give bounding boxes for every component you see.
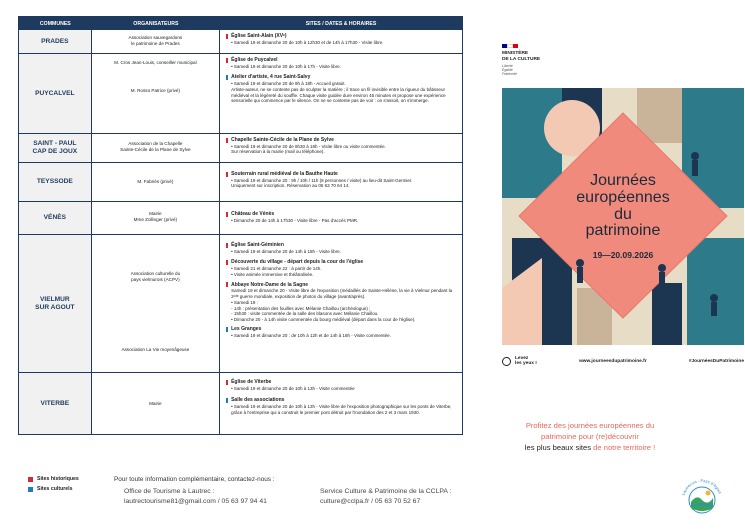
site-entry	[226, 74, 458, 104]
cclpa-contact-block	[320, 487, 451, 507]
promo-highlight: les plus beaux sites	[524, 443, 592, 452]
site-title: Salle des associations	[231, 397, 285, 404]
site-desc: • Samedi 19 et dimanche 20 de 14h à 18h - Visite libre.	[231, 248, 341, 254]
site-title: Église de Viterbe	[231, 379, 272, 385]
organiser-cell	[92, 30, 220, 53]
site-entry	[226, 137, 458, 155]
commune-name: VIELMUR SUR AGOUT	[19, 235, 92, 372]
site-title: Église de Puycalvel	[231, 57, 278, 63]
historique-marker	[226, 138, 228, 143]
marianne-flag-icon	[502, 44, 518, 48]
organiser: Association sauvegardons le patrimoine de Prades	[128, 35, 183, 46]
cclpa-contact[interactable]: culture@cclpa.fr / 05 63 70 52 67	[320, 497, 421, 505]
jep-hashtag: #JournéesDuPatrimoine	[688, 358, 744, 364]
site-entry	[226, 242, 458, 254]
poster-title-2: européennes	[576, 188, 670, 206]
organiser-cell	[92, 134, 220, 162]
ministry-devise: Liberté Égalité Fraternité	[502, 63, 517, 76]
header-communes: COMMUNES	[39, 20, 71, 27]
site-title: Souterrain rural médiéval de la Bauthe Haute	[231, 171, 338, 177]
organiser: M. Cros Jean-Louis, conseiller municipal	[114, 60, 197, 65]
site-title: Les Granges	[231, 326, 262, 333]
table-row	[19, 201, 462, 234]
legend-culturels: Sites culturels	[37, 486, 73, 492]
site-title: Chapelle Sainte-Cécile de la Plane de Sylve	[231, 137, 334, 143]
organiser: Mairie Mme Zollinger (privé)	[133, 211, 178, 222]
historique-marker	[226, 58, 228, 63]
commune-name: SAINT - PAUL CAP DE JOUX	[19, 134, 92, 162]
organiser-cell	[92, 202, 220, 234]
table-row	[19, 234, 462, 372]
community-logo-icon	[677, 474, 727, 524]
levez-block	[502, 356, 537, 367]
site-desc: • Samedi 21 et dimanche 22 : à partir de 14h. • Visite animée immersive et théâtralisée.	[231, 265, 322, 277]
historique-marker	[226, 212, 228, 217]
site-desc: • Samedi 19 et dimanche 20 de 9h à 18h - Accueil gratuit. Artiste-auteur, ne se contente pas de sculpter la matière ; il trace un fil invisible entre la rigueur du bâtisseur médiéval et la légèreté du souffle. Chaque visite guidée dure environ 45 minutes et propose une expérience sensorielle qui commence par le silence. On ne se contente pas de voir : on s'assoit, on s'immerge.	[231, 80, 446, 104]
site-desc: • Samedi 19 et dimanche 20 de 10h à 13h - Visite commentée	[231, 385, 355, 391]
site-entry	[226, 259, 458, 277]
site-desc: • Samedi 19 et dimanche 20 de 9h30 à 18h - Visite libre ou visite commentée. Sur réservation à la mairie (mail ou téléphone).	[231, 143, 386, 155]
table-row	[19, 29, 462, 53]
historique-marker	[226, 172, 228, 177]
contact-heading: Pour toute information complémentaire, contactez-nous :	[114, 476, 275, 483]
commune-name: TEYSSODE	[19, 163, 92, 201]
organiser-cell	[92, 54, 220, 133]
program-table	[18, 16, 463, 435]
poster-dates: 19—20.09.2026	[592, 250, 654, 260]
site-desc: • Samedi 19 et dimanche 20 : de 10h à 12h et de 14h à 18h - Visite commentée.	[231, 332, 391, 338]
site-entry	[226, 397, 458, 415]
site-entry	[226, 171, 458, 189]
site-entry	[226, 57, 458, 69]
site-desc: • Dimanche 20 de 14h à 17h30 - Visite libre - Pas d'accès PMR.	[231, 217, 359, 223]
site-desc: • Samedi 19 et dimanche 20 de 10h à 17h - Visite libre.	[231, 63, 341, 69]
cclpa-name: Service Culture & Patrimoine de la CCLPA :	[320, 488, 452, 495]
legend-historiques: Sites historiques	[37, 476, 79, 482]
commune-name: PUYCALVEL	[19, 54, 92, 133]
historique-marker	[226, 282, 228, 287]
table-row	[19, 53, 462, 133]
ot-contact[interactable]: lautrectourisme81@gmail.com / 05 63 97 94 41	[124, 497, 267, 505]
organiser: Association de la Chapelle Sainte-Cécile de la Plane de Sylve	[120, 141, 191, 152]
table-row	[19, 372, 462, 434]
organiser: M. Fabriès (privé)	[137, 179, 174, 184]
sites-cell	[220, 54, 462, 133]
sites-cell	[220, 30, 462, 53]
ministry-logo	[502, 44, 540, 76]
site-title: Église Saint-Géminien	[231, 242, 284, 248]
sites-cell	[220, 202, 462, 234]
community-logo	[677, 474, 727, 524]
contact-info	[114, 476, 494, 505]
header-sites: SITES / DATES & HORAIRES	[305, 20, 377, 27]
table-row	[19, 133, 462, 162]
poster-title-4: patrimoine	[585, 222, 661, 240]
site-entry	[226, 33, 458, 45]
site-title: Atelier d'artiste, 4 rue Saint-Salvy	[231, 74, 311, 81]
jep-poster	[502, 88, 744, 345]
culturel-marker	[226, 398, 228, 403]
ministry-name: MINISTÈRE DE LA CULTURE	[502, 51, 541, 62]
poster-title-3: du	[614, 205, 632, 223]
jep-website-link[interactable]: www.journeesdupatrimoine.fr	[579, 358, 647, 364]
sites-cell	[220, 134, 462, 162]
ot-name: Office de Tourisme à Lautrec :	[124, 488, 215, 495]
culturel-marker	[226, 327, 228, 332]
poster-footer	[502, 356, 744, 367]
organiser: Association La Vie moyenâgeuse	[121, 347, 190, 352]
site-entry	[226, 282, 458, 324]
table-header	[19, 17, 462, 29]
svg-text:Lautrécois - Pays d'Agout: Lautrécois - Pays d'Agout	[680, 477, 723, 496]
promo-text	[500, 420, 680, 453]
sites-cell	[220, 235, 462, 372]
commune-name: PRADES	[19, 30, 92, 53]
site-entry	[226, 326, 458, 338]
promo-line-2: patrimoine pour (re)découvrir	[541, 432, 639, 441]
promo-line-1: Profitez des journées européennes du	[525, 421, 655, 430]
organiser-cell	[92, 235, 220, 372]
organiser-cell	[92, 163, 220, 201]
site-title: Abbaye Notre-Dame de la Sagne	[231, 281, 309, 288]
poster-title-1: Journées	[590, 172, 656, 189]
historique-marker	[226, 34, 228, 39]
culturel-swatch	[28, 487, 33, 492]
organiser: Association culturelle du pays vielmurois (ACPV)	[130, 271, 181, 282]
organiser-cell	[92, 373, 220, 434]
commune-name: VITERBE	[19, 373, 92, 434]
table-row	[19, 162, 462, 201]
historique-marker	[226, 243, 228, 248]
promo-line-3: de notre territoire !	[591, 443, 656, 452]
culturel-marker	[226, 75, 228, 80]
site-entry	[226, 379, 458, 391]
site-title: Église Saint-Alain (XVᵉ)	[231, 33, 287, 39]
site-title: Château de Vénès	[231, 211, 275, 217]
ot-contact-block	[124, 487, 267, 507]
poster-title	[502, 173, 744, 240]
historique-swatch	[28, 477, 33, 482]
sites-cell	[220, 373, 462, 434]
historique-marker	[226, 260, 228, 265]
site-title: Découverte du village - départ depuis la cour de l'église	[231, 259, 364, 266]
site-desc: • Samedi 19 et dimanche 20 de 10h à 13h - Visite libre de l'exposition photographique sur les ponts de Viterbe, grâce à l'entreprise qui a construit le premier pont détruit par l'inondation des 2 et 3 mars 1930.	[231, 403, 452, 415]
site-desc: Samedi 19 et dimanche 20 - Visite libre de l'exposition (médaillés de Sainte-Hélène, la vie à Vielmur pendant la 2ⁿᵈᵉ guerre mondiale, exposition de photos du village (avant/après). • Samedi 19 : - 14h : présentation des fouilles avec Mélanie Chaillou (archéologue) ; - 15h30 : visite commentée de la salle des blasons avec Mélanie Chaillou. • Dimanche 20 - à 14h visite commentée du bourg médiéval (départ dans la cour de l'église).	[231, 288, 453, 323]
site-desc: • Samedi 19 et dimanche 20 de 10h à 12h30 et de 14h à 17h30 - Visite libre.	[231, 39, 384, 45]
site-desc: • Samedi 19 et dimanche 20 : 9h / 10h / 11h (8 personnes / visite) au lieu-dit Saint-Germier. Uniquement sur inscription. Réservation au 05 63 70 64 14.	[231, 177, 413, 189]
commune-name: VÉNÈS	[19, 202, 92, 234]
sites-cell	[220, 163, 462, 201]
historique-marker	[226, 380, 228, 385]
levez-text: Levez les yeux !	[515, 356, 537, 367]
eye-icon	[502, 357, 511, 366]
legend	[28, 476, 79, 496]
header-organisateurs: ORGANISATEURS	[133, 20, 179, 27]
organiser: M. Rosso Patrice (privé)	[130, 88, 181, 93]
site-entry	[226, 211, 458, 223]
organiser: Mairie	[149, 401, 162, 406]
